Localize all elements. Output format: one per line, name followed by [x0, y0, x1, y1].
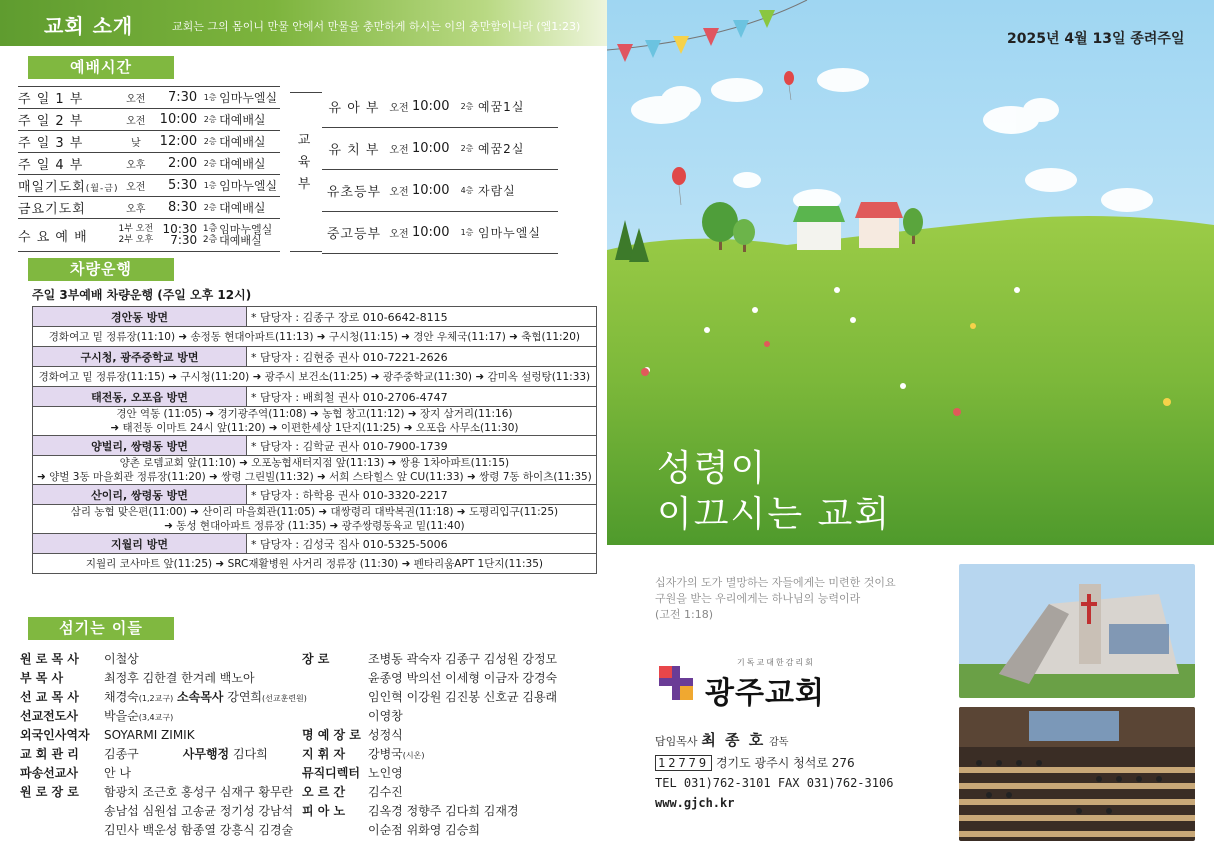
staff-row: 원 로 장 로 함광치 조근호 홍성구 심재구 황무란: [20, 785, 294, 799]
staff-row: 지 휘 자 강병국(시온): [302, 747, 425, 761]
staff-row: 외국인사역자 SOYARMI ZIMIK: [20, 728, 195, 742]
staff-row: 뮤직디렉터 노인영: [302, 766, 403, 780]
denomination: 기독교대한감리회: [737, 658, 815, 667]
worship-row: 금요기도회 오후 8:30 2층 대예배실: [18, 197, 280, 219]
bus-route-header: 구시청, 광주중학교 방면 * 담당자 : 김현중 권사 010-7221-2626: [33, 347, 597, 367]
staff-row: 윤종영 박의선 이세형 이금자 강경숙: [368, 671, 558, 685]
education-row: 유초등부 오전 10:00 4층 자람실: [322, 170, 558, 212]
worship-row: 매일기도회(월-금) 오전 5:30 1층 임마누엘실: [18, 175, 280, 197]
bus-route-header: 산이리, 쌍령동 방면 * 담당자 : 하학용 권사 010-3320-2217: [33, 485, 597, 505]
bus-table: [32, 306, 597, 574]
church-info: 담임목사 최 종 호 감독 12779 경기도 광주시 청석로 276 TEL 031)762-3101 FAX 031)762-3106 www.gjch.kr: [655, 730, 893, 813]
header-verse: 교회는 그의 몸이니 만물 안에서 만물을 충만하게 하시는 이의 충만함이니라 (엡1:23): [172, 20, 581, 33]
staff-row: 이영창: [368, 709, 403, 723]
page-title: 교회 소개: [44, 14, 134, 38]
worship-row: 주 일 4 부 오후 2:00 2층 대예배실: [18, 153, 280, 175]
bus-route-stops: 삼리 농협 맞은편(11:00) ➜ 산이리 마을회관(11:05) ➜ 대쌍령리 대박복권(11:18) ➜ 도평리입구(11:25) ➜ 동성 현대아파트 정류장 (11:35) ➜ 광주쌍령동육교 밑(11:40): [33, 505, 597, 534]
website-link[interactable]: www.gjch.kr: [655, 796, 735, 810]
section-label-staff: 섬기는 이들: [28, 617, 174, 640]
bus-route-stops: 양촌 로뎀교회 앞(11:10) ➜ 오포농협새터지점 앞(11:13) ➜ 쌍용 1차아파트(11:15) ➜ 양벌 3동 마을회관 정류장(11:20) ➜ 쌍령 그린빌(11:32) ➜ 서희 스타힐스 앞 CU(11:33) ➜ 쌍령 7동 하이츠(11:35): [33, 456, 597, 485]
staff-row: 피 아 노 김옥경 정향주 김다희 김재경: [302, 804, 519, 818]
header-band: [0, 0, 607, 46]
worship-service-photo: [959, 707, 1195, 841]
staff-row: 김민사 백운성 함종열 강흥식 김경술: [104, 823, 294, 837]
slogan-line-1: 성령이: [657, 448, 768, 489]
bus-title: 주일 3부예배 차량운행 (주일 오후 12시): [32, 288, 252, 302]
section-label-worship: 예배시간: [28, 56, 174, 79]
worship-row: 수 요 예 배 1부 오전 2부 오후 10:30 7:30 1층 2층 임마누엘실 대예배실: [18, 219, 280, 252]
staff-row: 부 목 사 최정후 김한결 한겨레 백노아: [20, 671, 255, 685]
education-label: 교 육 부: [297, 133, 311, 192]
staff-row: 파송선교사 안 나: [20, 766, 131, 780]
staff-row: 원 로 목 사 이철상: [20, 652, 139, 666]
bus-route-stops: 지월리 코사마트 앞(11:25) ➜ SRC재활병원 사거리 정류장 (11:30) ➜ 펜타리움APT 1단지(11:35): [33, 554, 597, 574]
bus-route-header: 경안동 방면 * 담당자 : 김종구 장로 010-6642-8115: [33, 307, 597, 327]
staff-row: 선 교 목 사 채경숙(1,2교구) 소속목사 강연희(선교훈련원): [20, 690, 307, 704]
staff-row: 명 예 장 로 성정식: [302, 728, 403, 742]
right-page: [607, 0, 1214, 860]
education-row: 중고등부 오전 10:00 1층 임마누엘실: [322, 212, 558, 254]
bus-route-header: 지월리 방면 * 담당자 : 김성국 집사 010-5325-5006: [33, 534, 597, 554]
church-building-photo: [959, 564, 1195, 698]
bus-route-header: 태전동, 오포읍 방면 * 담당자 : 배희철 권사 010-2706-4747: [33, 387, 597, 407]
bus-route-header: 양벌리, 쌍령동 방면 * 담당자 : 김학균 권사 010-7900-1739: [33, 436, 597, 456]
worship-table: [18, 86, 280, 252]
bus-route-stops: 경화여고 밑 정류장(11:15) ➜ 구시청(11:20) ➜ 광주시 보건소(11:25) ➜ 광주중학교(11:30) ➜ 감미옥 설렁탕(11:33): [33, 367, 597, 387]
church-name: 광주교회: [705, 676, 825, 711]
staff-row: 임인혁 이강원 김진봉 신호균 김용래: [368, 690, 558, 704]
staff-row: 송남섭 심원섭 고송균 정기성 강남석: [104, 804, 294, 818]
staff-row: 이순점 위화영 김승희: [368, 823, 480, 837]
section-label-bus: 차량운행: [28, 258, 174, 281]
bus-route-stops: 경안 역동 (11:05) ➜ 경기광주역(11:08) ➜ 농협 창고(11:12) ➜ 장지 삼거리(11:16) ➜ 태전동 이마트 24시 앞(11:20) ➜ 이편한세상 1단지(11:25) ➜ 오포읍 사무소(11:30): [33, 407, 597, 436]
staff-row: 교 회 관 리 김종구 사무행정 김다희: [20, 747, 268, 761]
staff-row: 장 로 조병동 곽숙자 김종구 김성원 강정모: [302, 652, 558, 666]
worship-row: 주 일 3 부 낮 12:00 2층 대예배실: [18, 131, 280, 153]
worship-row: 주 일 2 부 오전 10:00 2층 대예배실: [18, 109, 280, 131]
education-table: [322, 86, 558, 254]
staff-row: 오 르 간 김수진: [302, 785, 403, 799]
worship-row: 주 일 1 부 오전 7:30 1층 임마누엘실: [18, 87, 280, 109]
slogan-line-2: 이끄시는 교회: [657, 494, 892, 535]
cover-verse: 십자가의 도가 멸망하는 자들에게는 미련한 것이요 구원을 받는 우리에게는 하나님의 능력이라 (고전 1:18): [655, 576, 896, 621]
staff-row: 선교전도사 박을순(3,4교구): [20, 709, 174, 723]
church-logo-icon: [657, 664, 699, 702]
education-row: 유 치 부 오전 10:00 2층 예꿈2실: [322, 128, 558, 170]
education-row: 유 아 부 오전 10:00 2층 예꿈1실: [328, 99, 525, 116]
bulletin-date: 2025년 4월 13일 종려주일: [1007, 31, 1185, 47]
bus-route-stops: 경화여고 밑 정류장(11:10) ➜ 송정동 현대아파트(11:13) ➜ 구시청(11:15) ➜ 경안 우체국(11:17) ➜ 축협(11:20): [33, 327, 597, 347]
